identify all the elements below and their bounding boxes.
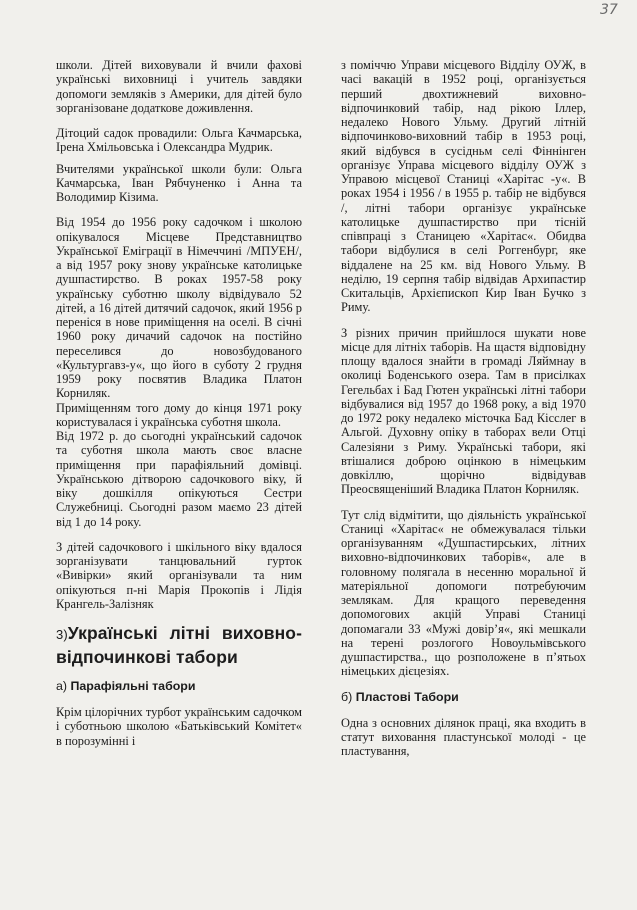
left-column <box>56 58 302 748</box>
paragraph: З дітей садочкового і шкільного віку вдалося зорганізувати танцювальний гурток «Вивірки» який організували та ним опікуються п-ні Марія Прокопів і Лідія Крангель-Залізняк <box>56 539 302 611</box>
section-heading-text: Українські літні виховно-відпочинкові табори <box>56 623 302 667</box>
paragraph: Вчителями української школи були: Ольга Качмарська, Іван Рябчуненко і Анна та Володимир Кізима. <box>56 161 302 204</box>
paragraph: Крім цілорічних турбот українським садочком і суботньою школою «Батьківський Комітет« в порозумінні і <box>56 705 302 748</box>
paragraph: з поміччю Управи місцевого Відділу ОУЖ, в часі вакацій в 1952 році, організується перший двохтижневий виховно-відпочинковий табір, над рікою Іллер, недалеко Нового Ульму. Другий літній відпочинково-виховний табір в 1953 році, який відбувся в сусідньм селі Фіннінген організує Управа місцевого відділу ОУЖ з Управою місцевої Станиці «Харітас -у«. В роках 1954 і 1956 / в 1955 р. табір не відбувся /, літні табори організує українське католицьке душпастирство при тісній співпраці з Станицею «Харітас«. Обидва табори відбулися в селі Роггенбург, яке віддалене на 25 км. від Нового Ульму. В неділю, 19 серпня табір відвідав Архипастир Скитальців, Архієпископ Кир Іван Бучко з Риму. <box>341 58 586 315</box>
section-heading <box>56 622 302 668</box>
page-number: 37 <box>600 2 618 18</box>
paragraph: Від 1972 р. до сьогодні український садочок та суботня школа мають своє власне приміщення при парафіяльний домівці. Українською дітворою садочкового віку, й віку дошкілля опікуються Сестри Служебниці. Сьогодні разом маємо 23 дітей від 1 до 14 року. <box>56 429 302 529</box>
paragraph: Приміщенням того дому до кінця 1971 року користувалася і українська суботня школа. <box>56 400 302 429</box>
subsection-heading-number: б) <box>341 689 353 704</box>
subsection-heading-number: а) <box>56 679 68 693</box>
section-heading-number: 3) <box>56 627 68 642</box>
paragraph: З різних причин прийшлося шукати нове місце для літніх таборів. На щастя відповідну площу вдалося знайти в громаді Ляймнау в околиці Боденського озера. Там в присілках Гегельбах і Бад Гютен українські літні табори відбувалися від 1957 до 1968 року, а від 1970 до 1972 року недалеко місточка Бад Кіcслег в Альгой. Духовну опіку в таборах вели Отці Салезіяни з Риму. Українські табори, які втішалися доброю оцінкою в німецьким довкіллю, щорічно відвідував Преосвященіший Владика Платон Корниляк. <box>341 325 586 497</box>
subsection-heading-text: Пластові Табори <box>355 689 459 704</box>
paragraph: Одна з основних ділянок праці, яка входить в статут виховання пластунської молоді - це пластування, <box>341 715 586 758</box>
paragraph: Дітоций садок провадили: Ольга Качмарська, Ірена Хмільовська і Олександра Мудрик. <box>56 126 302 155</box>
subsection-heading-text: Парафіяльні табори <box>70 679 196 693</box>
subsection-heading <box>56 679 302 694</box>
subsection-heading <box>341 690 586 705</box>
paragraph: Тут слід відмітити, що діяльність української Станиці «Харітас« не обмежувалася тільки організуванням «Душпастирських, літних виховно-відпочинкових таборів«, але в головному полягала в несенню моральної й матеріяльної допомоги потребуючим землякам. Для кращого переведення допомогових акцій Управі Станиці допомагали 33 «Мужі довір’я«, які мешкали на терені розлогого Новоульмівського душпастирства., що розположене в п’ятьох німецьких дієцезіях. <box>341 507 586 679</box>
paragraph: Від 1954 до 1956 року садочком і школою опікувалося Місцеве Представництво Української Еміграції в Німеччині /МПУЕН/, а від 1957 року знову українське католицьке душпастирство. В роках 1957-58 року українську суботню школу відвідувало 52 дітей, а 16 дітей дитячий садочок, який 1956 р переніся в нове приміщення на оселі. В січні 1960 року дичачий садочок на постійно переселився до новозбудованого «Культургавз-у«, що його в суботу 2 грудня 1959 року посвятив Владика Платон Корниляк. <box>56 215 302 401</box>
paragraph: школи. Дітей виховували й вчили фахові українські виховниці і учитель завдяки допомоги земляків з Америки, для дітей було зорганізоване додаткове доживлення. <box>56 58 302 115</box>
right-column <box>341 58 586 758</box>
